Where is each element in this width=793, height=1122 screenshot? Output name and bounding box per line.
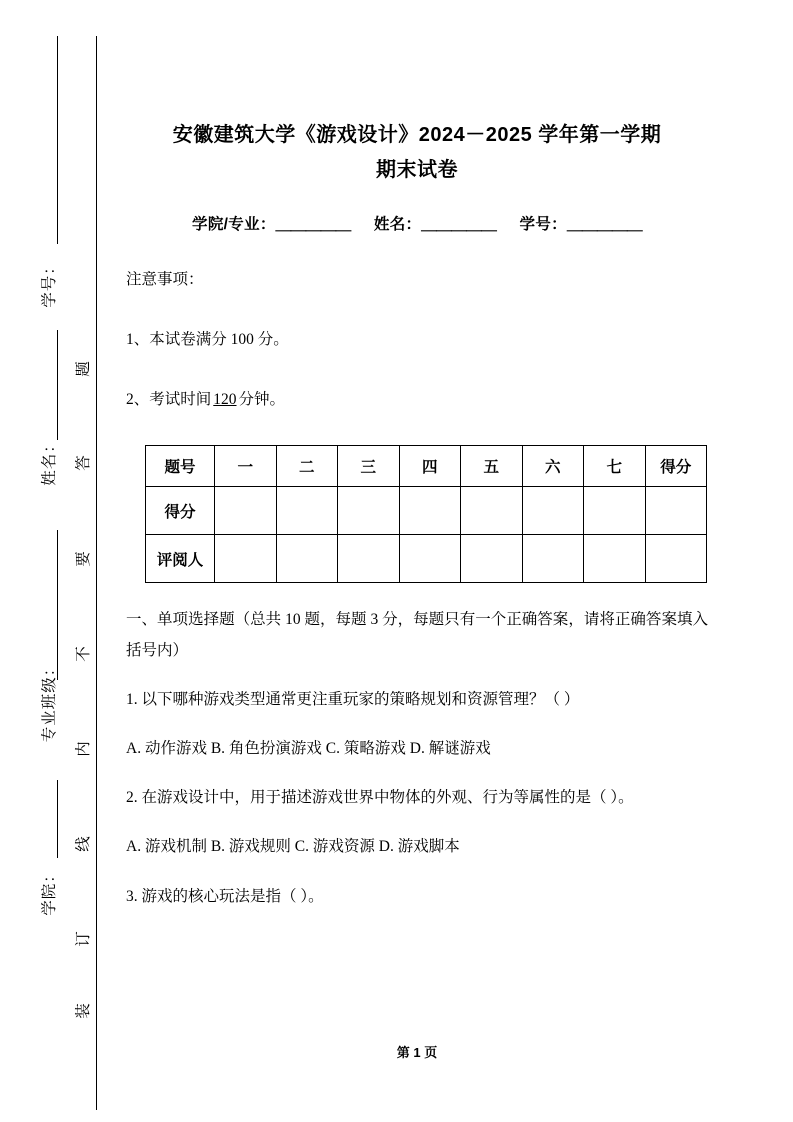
margin-label-college: 学院： [41, 866, 58, 916]
page-title [126, 0, 708, 188]
table-cell-score[interactable] [584, 487, 646, 535]
table-cell-grader[interactable] [215, 535, 277, 583]
margin-label-name: 姓名： [41, 436, 58, 486]
table-cell-grader[interactable] [399, 535, 461, 583]
page-footer: 第 1 页 [396, 1045, 438, 1060]
margin-label-student-id: 学号： [41, 258, 58, 308]
table-cell-grader[interactable] [584, 535, 646, 583]
table-row-score [146, 487, 707, 535]
name-label: 姓名： [373, 216, 422, 233]
binding-char-ti: 题 [75, 361, 92, 377]
question-3-stem: 3. 游戏的核心玩法是指（ ）。 [126, 887, 324, 905]
table-header-cell: 二 [276, 446, 338, 487]
table-header-cell: 五 [461, 446, 523, 487]
page-title-line-2: 期末试卷 [376, 159, 458, 181]
table-row-label: 评阅人 [146, 535, 215, 583]
page-body [126, 0, 708, 1122]
binding-char-zhuang: 装 [75, 1003, 92, 1019]
table-cell-grader[interactable] [338, 535, 400, 583]
table-cell-score[interactable] [399, 487, 461, 535]
table-cell-score[interactable] [461, 487, 523, 535]
table-header-cell: 三 [338, 446, 400, 487]
notice-item-2-text: 2、考试时间 [126, 390, 212, 408]
table-header-cell: 四 [399, 446, 461, 487]
name-blank[interactable]: ＿＿＿＿＿ [421, 216, 497, 233]
student-info-row [126, 212, 708, 234]
binding-vertical-rule [96, 36, 97, 1110]
score-table [145, 445, 707, 583]
notice-heading: 注意事项： [126, 271, 204, 288]
table-cell-score[interactable] [645, 487, 707, 535]
question-1-options: A. 动作游戏 B. 角色扮演游戏 C. 策略游戏 D. 解谜游戏 [126, 740, 491, 758]
binding-char-da: 答 [75, 455, 92, 471]
binding-char-yao: 要 [75, 551, 92, 567]
notice-item-2 [126, 388, 708, 413]
table-row-header [146, 446, 707, 487]
table-header-cell: 六 [522, 446, 584, 487]
table-cell-score[interactable] [338, 487, 400, 535]
margin-label-class: 专业班级： [41, 659, 58, 743]
table-cell-grader[interactable] [276, 535, 338, 583]
table-header-cell: 题号 [146, 446, 215, 487]
table-row-label: 得分 [146, 487, 215, 535]
table-cell-grader[interactable] [645, 535, 707, 583]
notice-item-1: 1、本试卷满分 100 分。 [126, 330, 289, 348]
table-row-grader [146, 535, 707, 583]
page-title-line-1: 安徽建筑大学《游戏设计》2024－2025 学年第一学期 [172, 124, 662, 146]
student-id-blank[interactable]: ＿＿＿＿＿ [566, 216, 642, 233]
table-header-cell: 一 [215, 446, 277, 487]
question-2-stem: 2. 在游戏设计中，用于描述游戏世界中物体的外观、行为等属性的是（ ）。 [126, 789, 634, 807]
table-cell-score[interactable] [215, 487, 277, 535]
question-1-stem: 1. 以下哪种游戏类型通常更注重玩家的策略规划和资源管理？（ ） [126, 690, 580, 708]
table-cell-score[interactable] [522, 487, 584, 535]
table-cell-grader[interactable] [461, 535, 523, 583]
binding-char-ding: 订 [75, 931, 92, 947]
table-cell-grader[interactable] [522, 535, 584, 583]
table-header-cell: 得分 [645, 446, 707, 487]
score-table-container [145, 445, 708, 583]
section-heading-multiple-choice: 一、单项选择题（总共 10 题，每题 3 分，每题只有一个正确答案，请将正确答案填入括号内） [126, 611, 708, 659]
binding-char-bu: 不 [75, 646, 92, 662]
question-2-options: A. 游戏机制 B. 游戏规则 C. 游戏资源 D. 游戏脚本 [126, 838, 460, 856]
table-header-cell: 七 [584, 446, 646, 487]
exam-duration-value: 120 [213, 390, 237, 408]
college-major-blank[interactable]: ＿＿＿＿＿ [275, 216, 351, 233]
student-id-label: 学号： [519, 216, 567, 233]
binding-char-nei: 内 [75, 741, 92, 757]
table-cell-score[interactable] [276, 487, 338, 535]
notice-item-2-suffix: 分钟。 [238, 390, 286, 408]
binding-char-xian: 线 [75, 836, 92, 852]
binding-margin [0, 0, 110, 1122]
college-major-label: 学院/专业： [192, 216, 276, 233]
